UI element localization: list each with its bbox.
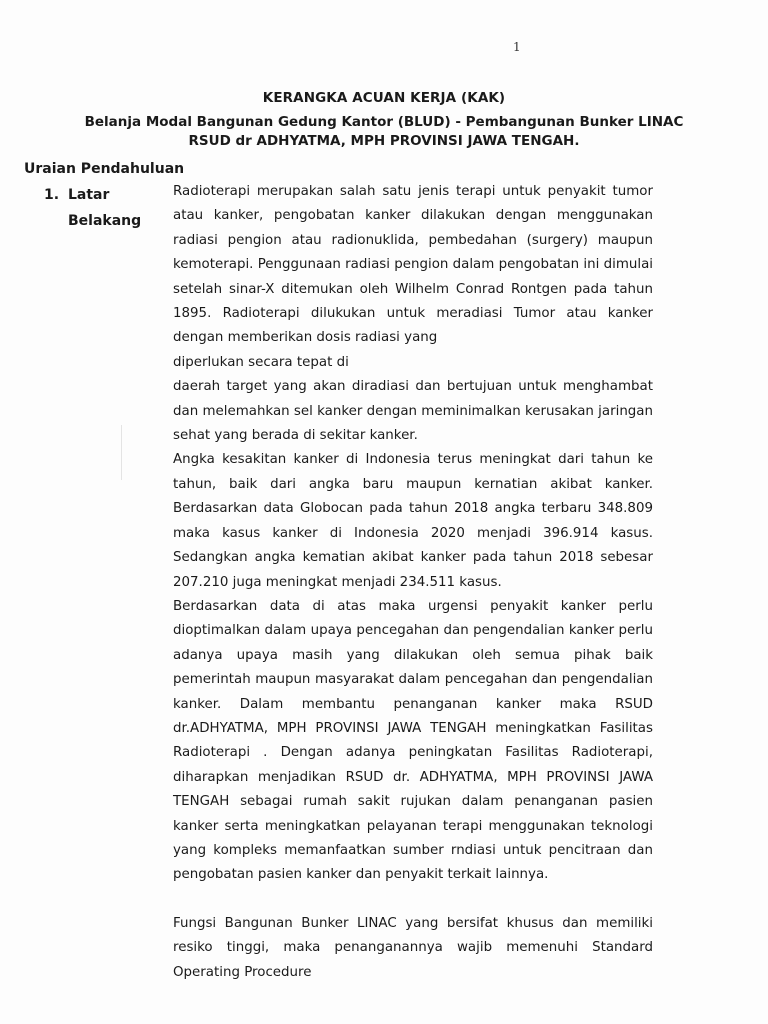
item-label-line-1: Latar [68, 187, 110, 203]
subtitle-line-1: Belanja Modal Bangunan Gedung Kantor (BLUD) - Pembangunan Bunker LINAC [84, 114, 684, 130]
item-label [44, 182, 154, 234]
section-heading: Uraian Pendahuluan [24, 161, 185, 177]
document-title: KERANGKA ACUAN KERJA (KAK) [262, 90, 506, 106]
body-text [173, 180, 653, 985]
item-label-line-2: Belakang [68, 213, 142, 229]
scan-artifact-line [121, 425, 122, 480]
page-number: 1 [513, 40, 521, 54]
paragraph-1: Radioterapi merupakan salah satu jenis terapi untuk penyakit tumor atau kanker, pengobatan kanker dilakukan dengan menggunakan radiasi pengion atau radionuklida, pembedahan (surgery) maupun kemoterapi. Penggunaan radiasi pengion dalam pengobatan ini dimulai setelah sinar-X ditemukan oleh Wilhelm Conrad Rontgen pada tahun 1895. Radioterapi dilukukan untuk meradiasi Tumor atau kanker dengan memberikan dosis radiasi yang [173, 184, 653, 346]
subtitle-line-2: RSUD dr ADHYATMA, MPH PROVINSI JAWA TENGAH. [188, 133, 580, 149]
paragraph-5: Fungsi Bangunan Bunker LINAC yang bersifat khusus dan memiliki resiko tinggi, maka penanganannya wajib memenuhi Standard Operating Procedure [173, 915, 653, 980]
paragraph-2: daerah target yang akan diradiasi dan bertujuan untuk menghambat dan melemahkan sel kanker dengan meminimalkan kerusakan jaringan sehat yang berada di sekitar kanker. [173, 379, 653, 444]
document-subtitle [0, 113, 768, 151]
item-number: 1. [44, 187, 60, 203]
paragraph-1-tail: diperlukan secara tepat di [173, 354, 349, 370]
paragraph-4: Berdasarkan data di atas maka urgensi penyakit kanker perlu dioptimalkan dalam upaya pencegahan dan pengendalian kanker perlu adanya upaya masih yang dilakukan oleh semua pihak baik pemerintah maupun masyarakat dalam pencegahan dan pengendalian kanker. Dalam membantu penanganan kanker maka RSUD dr.ADHYATMA, MPH PROVINSI JAWA TENGAH meningkatkan Fasilitas Radioterapi . Dengan adanya peningkatan Fasilitas Radioterapi, diharapkan menjadikan RSUD dr. ADHYATMA, MPH PROVINSI JAWA TENGAH sebagai rumah sakit rujukan dalam penanganan pasien kanker serta meningkatkan pelayanan terapi menggunakan teknologi yang kompleks memanfaatkan sumber rndiasi untuk pencitraan dan pengobatan pasien kanker dan penyakit terkait lainnya. [173, 598, 653, 883]
paragraph-gap [173, 888, 653, 912]
paragraph-3: Angka kesakitan kanker di Indonesia terus meningkat dari tahun ke tahun, baik dari angka baru maupun kernatian akibat kanker. Berdasarkan data Globocan pada tahun 2018 angka terbaru 348.809 maka kasus kanker di Indonesia 2020 menjadi 396.914 kasus. Sedangkan angka kematian akibat kanker pada tahun 2018 sebesar 207.210 juga meningkat menjadi 234.511 kasus. [173, 452, 653, 590]
